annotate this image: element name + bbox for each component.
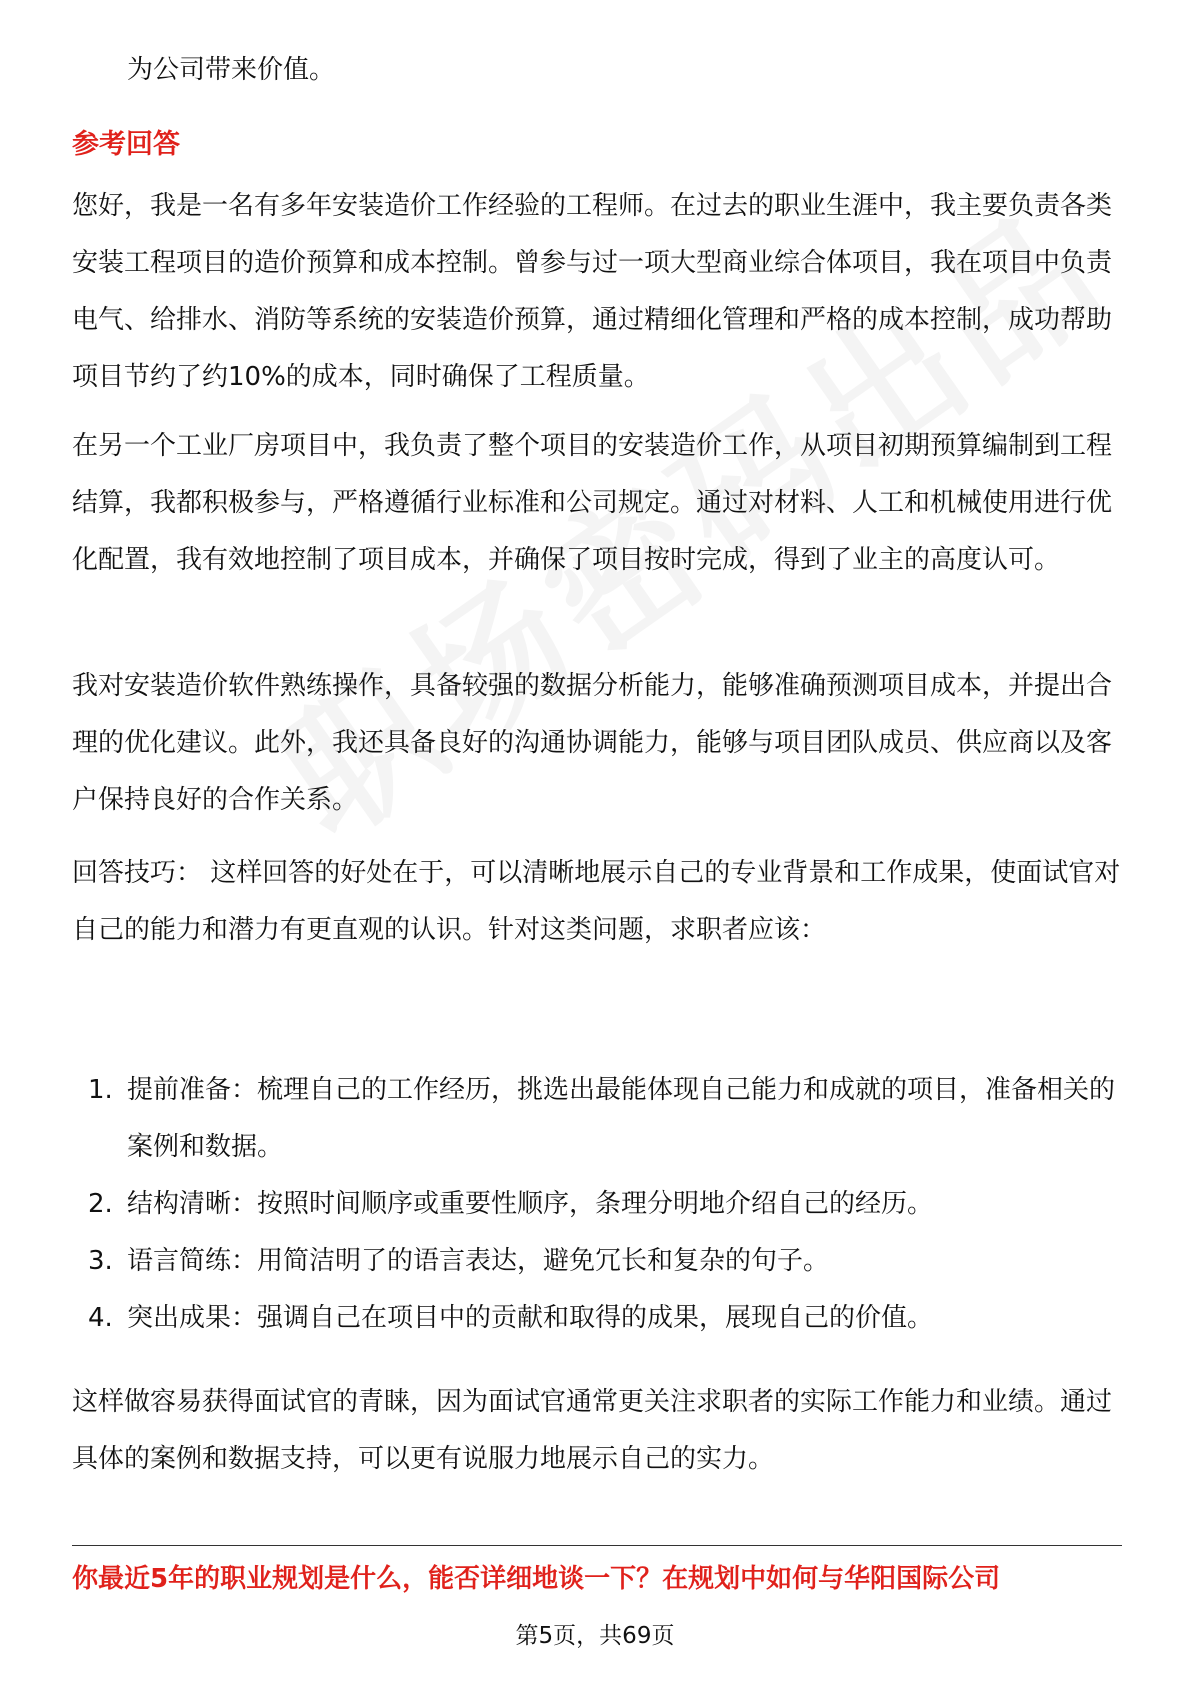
list-item: [72, 1233, 1122, 1290]
list-item-text: 突出成果：强调自己在项目中的贡献和取得的成果，展现自己的价值。: [127, 1303, 934, 1333]
answer-paragraph-2: [72, 418, 1122, 589]
list-number: 1.: [88, 1075, 113, 1105]
list-item: [72, 1290, 1122, 1347]
list-item: [72, 1062, 1122, 1176]
paragraph-text: 这样做容易获得面试官的青睐，因为面试官通常更关注求职者的实际工作能力和业绩。通过具体的案例和数据支持，可以更有说服力地展示自己的实力。: [72, 1387, 1113, 1474]
list-item-text: 语言简练：用简洁明了的语言表达，避免冗长和复杂的句子。: [127, 1246, 830, 1276]
list-number: 4.: [88, 1303, 113, 1333]
list-item: [72, 1176, 1122, 1233]
list-number: 3.: [88, 1246, 113, 1276]
list-item-text: 提前准备：梳理自己的工作经历，挑选出最能体现自己能力和成就的项目，准备相关的案例和数据。: [127, 1075, 1116, 1162]
paragraph-text: 在另一个工业厂房项目中，我负责了整个项目的安装造价工作，从项目初期预算编制到工程结算，我都积极参与，严格遵循行业标准和公司规定。通过对材料、人工和机械使用进行优化配置，我有效地控制了项目成本，并确保了项目按时完成，得到了业主的高度认可。: [72, 431, 1113, 575]
tips-list: [72, 1062, 1122, 1347]
closing-paragraph: [72, 1374, 1122, 1488]
page-footer: 第5页，共69页: [515, 1623, 675, 1649]
continuation-line: 为公司带来价值。: [127, 55, 336, 85]
paragraph-text: 您好，我是一名有多年安装造价工作经验的工程师。在过去的职业生涯中，我主要负责各类安装工程项目的造价预算和成本控制。曾参与过一项大型商业综合体项目，我在项目中负责电气、给排水、消防等系统的安装造价预算，通过精细化管理和严格的成本控制，成功帮助项目节约了约10%的成本，同时确保了工程质量。: [72, 191, 1113, 392]
list-number: 2.: [88, 1189, 113, 1219]
divider: [72, 1545, 1122, 1546]
paragraph-text: 我对安装造价软件熟练操作，具备较强的数据分析能力，能够准确预测项目成本，并提出合理的优化建议。此外，我还具备良好的沟通协调能力，能够与项目团队成员、供应商以及客户保持良好的合作关系。: [72, 671, 1113, 815]
next-question-heading: 你最近5年的职业规划是什么，能否详细地谈一下？在规划中如何与华阳国际公司: [72, 1564, 1001, 1594]
tips-intro: [72, 845, 1122, 959]
answer-paragraph-3: [72, 658, 1122, 829]
list-item-text: 结构清晰：按照时间顺序或重要性顺序，条理分明地介绍自己的经历。: [127, 1189, 934, 1219]
answer-paragraph-1: [72, 178, 1122, 406]
paragraph-text: 回答技巧： 这样回答的好处在于，可以清晰地展示自己的专业背景和工作成果，使面试官对自己的能力和潜力有更直观的认识。针对这类问题，求职者应该：: [72, 858, 1121, 945]
section-heading: 参考回答: [72, 129, 180, 160]
